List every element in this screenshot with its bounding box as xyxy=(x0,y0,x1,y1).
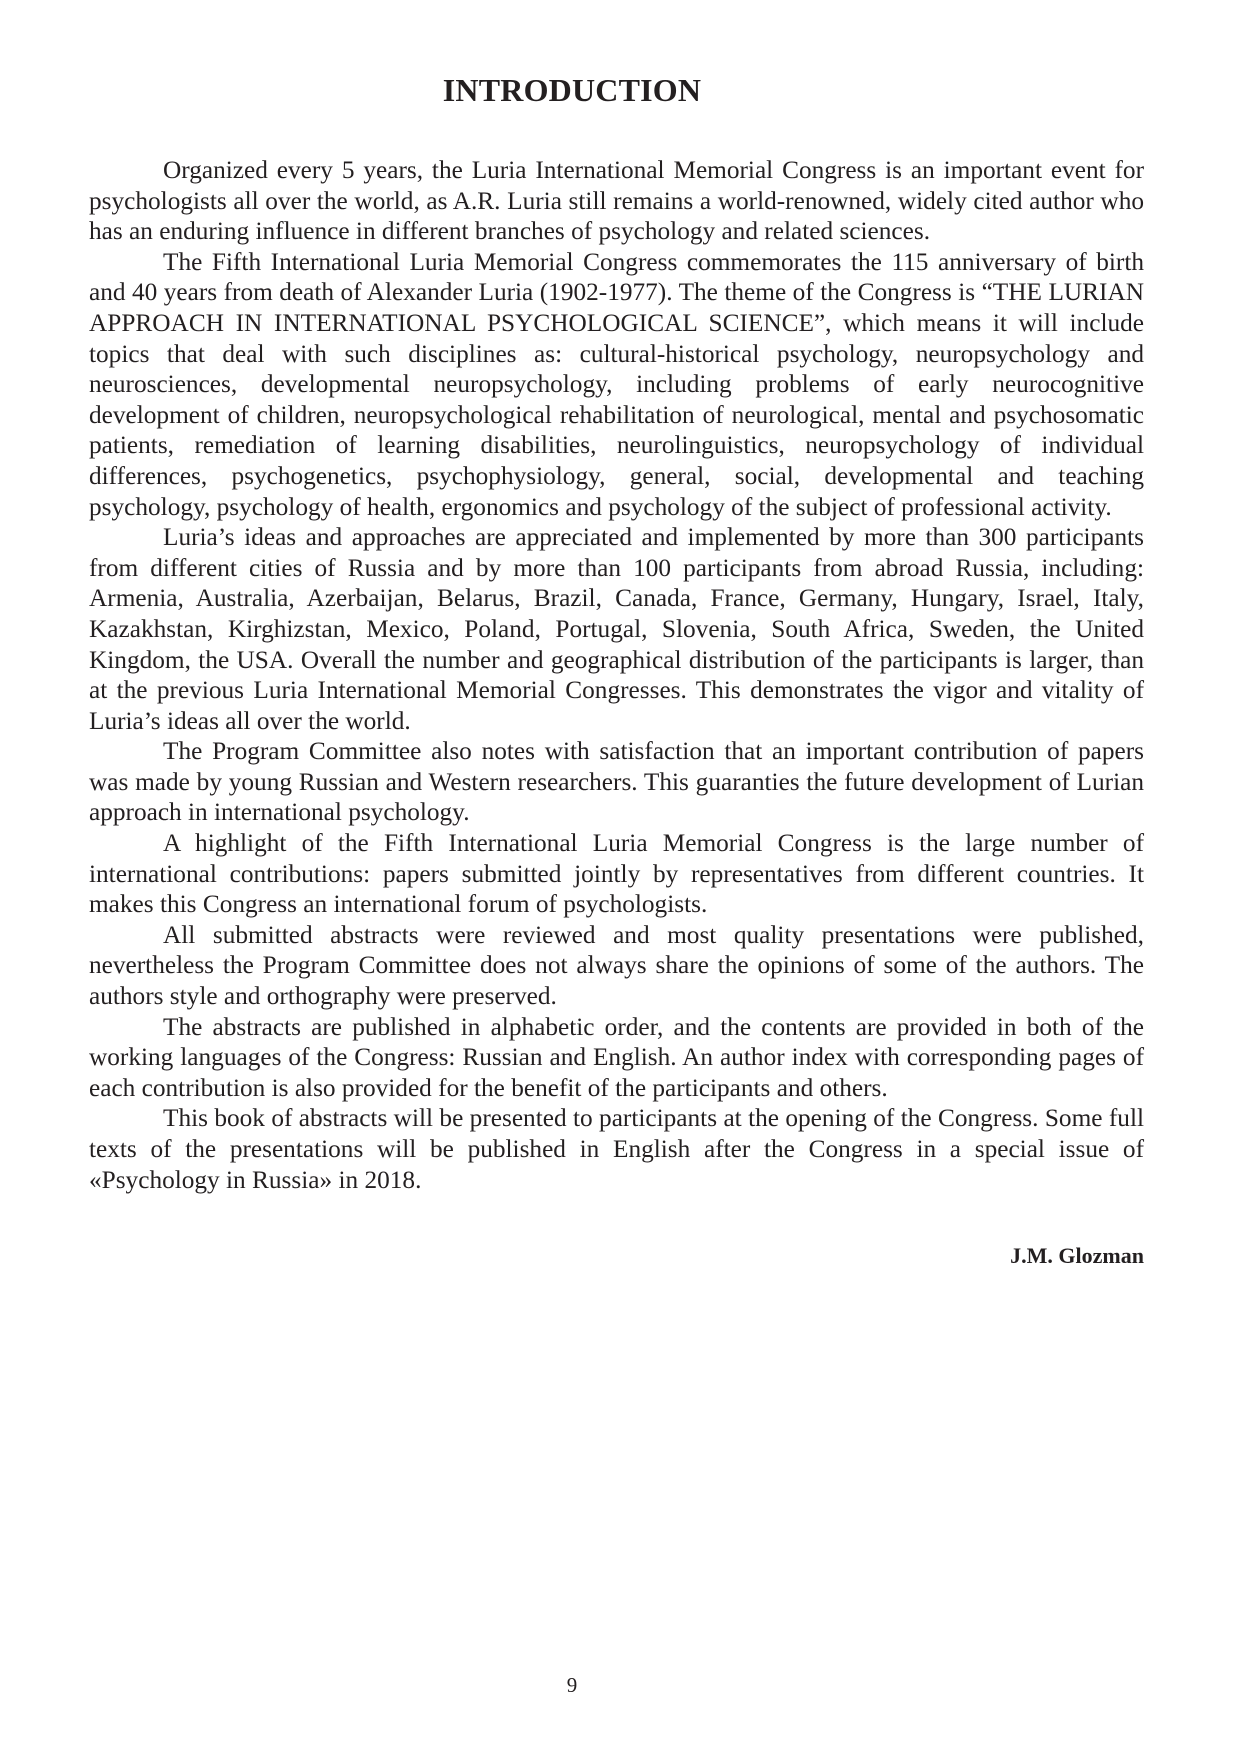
author-signature: J.M. Glozman xyxy=(1010,1243,1144,1268)
paragraph: This book of abstracts will be presented to participants at the opening of the Congress. Some full texts of the presentations will be published in English after the Congress in a special issue of «Psychology in Russia» in 2018. xyxy=(89,1104,1144,1194)
paragraph: Luria’s ideas and approaches are appreciated and implemented by more than 300 participants from different cities of Russia and by more than 100 participants from abroad Russia, including: Armenia, Australia, Azerbaijan, Belarus, Brazil, Canada, France, Germany, Hungary, Israel, Italy, Kazakhstan, Kirghizstan, Mexico, Poland, Portugal, Slovenia, South Africa, Sweden, the United Kingdom, the USA. Overall the number and geographical distribution of the participants is larger, than at the previous Luria International Memorial Congresses. This demonstrates the vigor and vitality of Luria’s ideas all over the world. xyxy=(89,523,1144,735)
body-text xyxy=(89,155,1144,1195)
page-number: 9 xyxy=(566,1673,578,1697)
paragraph: All submitted abstracts were reviewed and most quality presentations were published, nevertheless the Program Committee does not always share the opinions of some of the authors. The authors style and orthography were preserved. xyxy=(89,920,1144,1011)
paragraph: The Fifth International Luria Memorial Congress commemorates the 115 anniversary of birth and 40 years from death of Alexander Luria (1902-1977). The theme of the Congress is “THE LURIAN APPROACH IN INTERNATIONAL PSYCHOLOGICAL SCIENCE”, which means it will include topics that deal with such disciplines as: cultural-historical psychology, neuropsychology and neurosciences, developmental neuropsychology, including problems of early neurocognitive development of children, neuropsychological rehabilitation of neurological, mental and psychosomatic patients, remediation of learning disabilities, neurolinguistics, neuropsychology of individual differences, psychogenetics, psychophysiology, general, social, developmental and teaching psychology, psychology of health, ergonomics and psychology of the subject of professional activity. xyxy=(89,247,1144,521)
paragraph: The abstracts are published in alphabetic order, and the contents are provided in both of the working languages of the Congress: Russian and English. An author index with corresponding pages of each contribution is also provided for the benefit of the participants and others. xyxy=(89,1012,1144,1102)
paragraph: A highlight of the Fifth International Luria Memorial Congress is the large number of international contributions: papers submitted jointly by representatives from different countries. It makes this Congress an international forum of psychologists. xyxy=(89,829,1144,919)
paragraph: Organized every 5 years, the Luria International Memorial Congress is an important event for psychologists all over the world, as A.R. Luria still remains a world-renowned, widely cited author who has an enduring influence in different branches of psychology and related sciences. xyxy=(89,156,1144,246)
page-title: INTRODUCTION xyxy=(442,72,702,108)
paragraph: The Program Committee also notes with satisfaction that an important contribution of papers was made by young Russian and Western researchers. This guaranties the future development of Lurian approach in international psychology. xyxy=(89,737,1144,827)
